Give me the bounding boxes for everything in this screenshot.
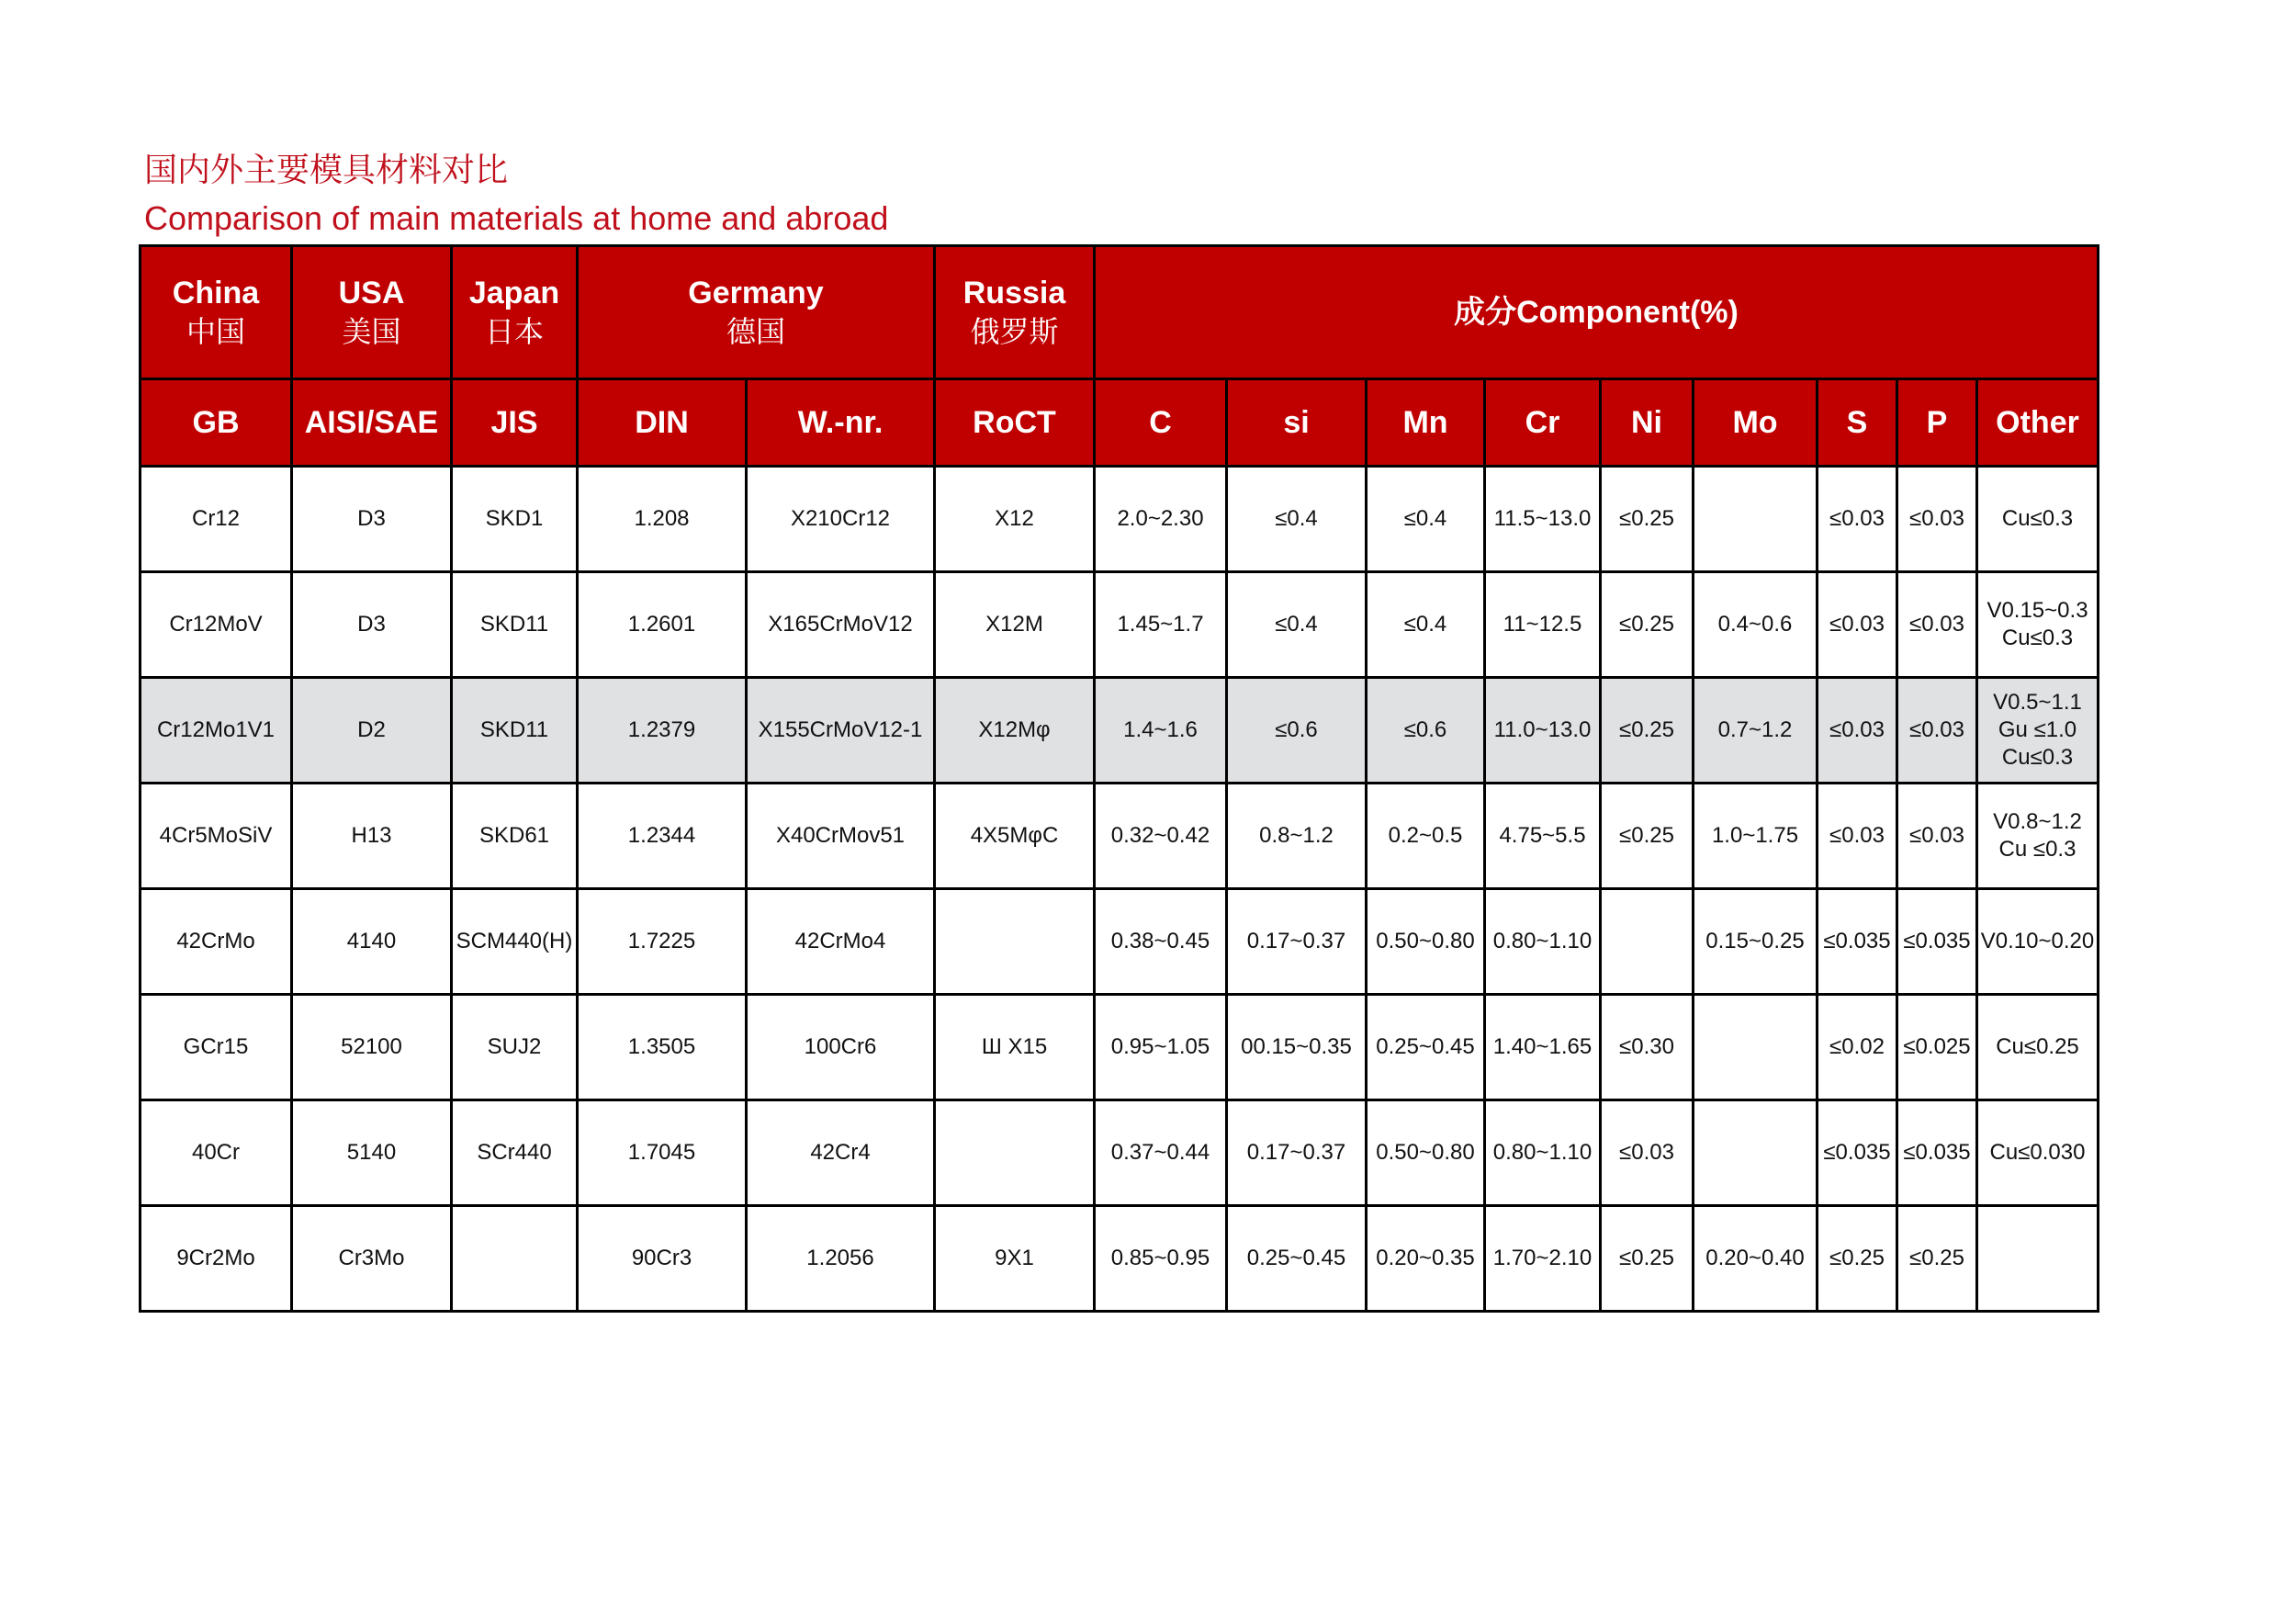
title-english: Comparison of main materials at home and abroad <box>144 199 889 237</box>
cell-aisi-sae: 5140 <box>292 1100 452 1206</box>
cell-jis: SKD11 <box>452 572 578 678</box>
cell-din: 1.7225 <box>578 889 747 995</box>
cell-si: ≤0.4 <box>1227 572 1367 678</box>
cell-si: ≤0.4 <box>1227 467 1367 572</box>
cell-gb: 4Cr5MoSiV <box>141 784 292 889</box>
cell-wnr: X155CrMoV12-1 <box>747 678 935 784</box>
cell-roct: 4X5MφC <box>935 784 1095 889</box>
cell-gb: Cr12 <box>141 467 292 572</box>
cell-aisi-sae: D2 <box>292 678 452 784</box>
other-line: Cu≤0.25 <box>1996 1034 2079 1059</box>
cell-mo: 0.20~0.40 <box>1694 1206 1818 1312</box>
header-mn: Mn <box>1367 379 1485 467</box>
cell-mn: ≤0.4 <box>1367 572 1485 678</box>
cell-jis: SKD11 <box>452 678 578 784</box>
header-c: C <box>1095 379 1227 467</box>
table-row <box>141 889 2099 995</box>
cell-other <box>1977 1206 2099 1312</box>
cell-ni: ≤0.25 <box>1601 678 1694 784</box>
cell-gb: 9Cr2Mo <box>141 1206 292 1312</box>
header-russia-cn: 俄罗斯 <box>970 314 1059 349</box>
cell-ni: ≤0.25 <box>1601 572 1694 678</box>
cell-jis: SKD61 <box>452 784 578 889</box>
cell-cr: 0.80~1.10 <box>1485 1100 1601 1206</box>
cell-other <box>1977 572 2099 678</box>
header-row-standards <box>141 379 2099 467</box>
cell-aisi-sae: H13 <box>292 784 452 889</box>
cell-s: ≤0.03 <box>1818 572 1897 678</box>
header-ni: Ni <box>1601 379 1694 467</box>
other-line: V0.10~0.20 <box>1980 929 2095 953</box>
header-aisi-sae: AISI/SAE <box>292 379 452 467</box>
cell-wnr: 100Cr6 <box>747 995 935 1100</box>
cell-din: 1.2601 <box>578 572 747 678</box>
cell-roct: X12M <box>935 572 1095 678</box>
cell-mn: ≤0.6 <box>1367 678 1485 784</box>
cell-cr: 1.40~1.65 <box>1485 995 1601 1100</box>
cell-roct: X12 <box>935 467 1095 572</box>
cell-c: 0.38~0.45 <box>1095 889 1227 995</box>
header-din: DIN <box>578 379 747 467</box>
cell-si: 00.15~0.35 <box>1227 995 1367 1100</box>
cell-mo: 0.4~0.6 <box>1694 572 1818 678</box>
cell-si: 0.8~1.2 <box>1227 784 1367 889</box>
cell-other <box>1977 995 2099 1100</box>
cell-s: ≤0.25 <box>1818 1206 1897 1312</box>
header-russia-en: Russia <box>962 276 1066 310</box>
other-line: Cu ≤0.3 <box>1998 837 2077 862</box>
cell-p: ≤0.03 <box>1897 784 1977 889</box>
cell-gb: GCr15 <box>141 995 292 1100</box>
cell-aisi-sae: D3 <box>292 467 452 572</box>
cell-roct <box>935 1100 1095 1206</box>
other-line: Cu≤0.3 <box>2001 506 2074 531</box>
cell-mn: 0.25~0.45 <box>1367 995 1485 1100</box>
cell-roct <box>935 889 1095 995</box>
cell-roct: Ш X15 <box>935 995 1095 1100</box>
cell-ni <box>1601 889 1694 995</box>
cell-wnr: X165CrMoV12 <box>747 572 935 678</box>
cell-c: 0.95~1.05 <box>1095 995 1227 1100</box>
cell-din: 1.3505 <box>578 995 747 1100</box>
header-jis: JIS <box>452 379 578 467</box>
cell-mn: ≤0.4 <box>1367 467 1485 572</box>
table-body <box>141 467 2099 1312</box>
cell-s: ≤0.03 <box>1818 467 1897 572</box>
cell-din: 1.2344 <box>578 784 747 889</box>
cell-other <box>1977 678 2099 784</box>
header-usa-cn: 美国 <box>342 314 401 349</box>
cell-wnr: X210Cr12 <box>747 467 935 572</box>
cell-din: 90Cr3 <box>578 1206 747 1312</box>
cell-mo <box>1694 467 1818 572</box>
cell-aisi-sae: 4140 <box>292 889 452 995</box>
table-row <box>141 1206 2099 1312</box>
other-line: V0.8~1.2 <box>1993 809 2082 834</box>
header-other: Other <box>1977 379 2099 467</box>
cell-mo: 1.0~1.75 <box>1694 784 1818 889</box>
cell-p: ≤0.25 <box>1897 1206 1977 1312</box>
cell-p: ≤0.03 <box>1897 678 1977 784</box>
cell-jis <box>452 1206 578 1312</box>
other-line: V0.15~0.3 <box>1986 598 2088 623</box>
cell-din: 1.208 <box>578 467 747 572</box>
other-line: Cu≤0.3 <box>2001 745 2074 770</box>
cell-c: 0.32~0.42 <box>1095 784 1227 889</box>
cell-ni: ≤0.25 <box>1601 784 1694 889</box>
cell-wnr: X40CrMov51 <box>747 784 935 889</box>
header-p: P <box>1897 379 1977 467</box>
cell-c: 0.37~0.44 <box>1095 1100 1227 1206</box>
cell-si: 0.17~0.37 <box>1227 1100 1367 1206</box>
cell-c: 2.0~2.30 <box>1095 467 1227 572</box>
cell-aisi-sae: Cr3Mo <box>292 1206 452 1312</box>
cell-gb: Cr12Mo1V1 <box>141 678 292 784</box>
cell-roct: 9X1 <box>935 1206 1095 1312</box>
cell-si: 0.25~0.45 <box>1227 1206 1367 1312</box>
header-mo: Mo <box>1694 379 1818 467</box>
other-line: Cu≤0.030 <box>1989 1140 2086 1165</box>
cell-c: 1.45~1.7 <box>1095 572 1227 678</box>
header-japan <box>452 246 578 379</box>
cell-cr: 11.0~13.0 <box>1485 678 1601 784</box>
header-gb: GB <box>141 379 292 467</box>
materials-comparison-table <box>139 244 2099 1313</box>
cell-jis: SCr440 <box>452 1100 578 1206</box>
cell-mo <box>1694 995 1818 1100</box>
cell-p: ≤0.03 <box>1897 467 1977 572</box>
cell-s: ≤0.03 <box>1818 784 1897 889</box>
cell-p: ≤0.035 <box>1897 889 1977 995</box>
cell-ni: ≤0.03 <box>1601 1100 1694 1206</box>
cell-cr: 11~12.5 <box>1485 572 1601 678</box>
table-row <box>141 784 2099 889</box>
cell-mn: 0.50~0.80 <box>1367 1100 1485 1206</box>
header-russia <box>935 246 1095 379</box>
cell-ni: ≤0.25 <box>1601 467 1694 572</box>
cell-s: ≤0.035 <box>1818 889 1897 995</box>
cell-cr: 0.80~1.10 <box>1485 889 1601 995</box>
header-component: 成分Component(%) <box>1095 246 2099 379</box>
cell-aisi-sae: 52100 <box>292 995 452 1100</box>
cell-roct: X12Mφ <box>935 678 1095 784</box>
cell-jis: SCM440(H) <box>452 889 578 995</box>
cell-din: 1.2379 <box>578 678 747 784</box>
cell-other <box>1977 467 2099 572</box>
table-row <box>141 1100 2099 1206</box>
cell-c: 0.85~0.95 <box>1095 1206 1227 1312</box>
cell-c: 1.4~1.6 <box>1095 678 1227 784</box>
cell-other <box>1977 784 2099 889</box>
table-row <box>141 467 2099 572</box>
header-japan-cn: 日本 <box>484 314 544 349</box>
cell-ni: ≤0.30 <box>1601 995 1694 1100</box>
cell-s: ≤0.03 <box>1818 678 1897 784</box>
cell-mn: 0.50~0.80 <box>1367 889 1485 995</box>
table-row <box>141 678 2099 784</box>
header-china-en: China <box>172 276 260 310</box>
cell-s: ≤0.02 <box>1818 995 1897 1100</box>
cell-jis: SUJ2 <box>452 995 578 1100</box>
cell-cr: 1.70~2.10 <box>1485 1206 1601 1312</box>
cell-jis: SKD1 <box>452 467 578 572</box>
cell-other <box>1977 1100 2099 1206</box>
other-line: Gu ≤1.0 <box>1998 717 2077 742</box>
header-s: S <box>1818 379 1897 467</box>
header-roct: RoCT <box>935 379 1095 467</box>
cell-cr: 11.5~13.0 <box>1485 467 1601 572</box>
cell-wnr: 1.2056 <box>747 1206 935 1312</box>
cell-mn: 0.2~0.5 <box>1367 784 1485 889</box>
cell-s: ≤0.035 <box>1818 1100 1897 1206</box>
header-si: si <box>1227 379 1367 467</box>
cell-wnr: 42CrMo4 <box>747 889 935 995</box>
cell-p: ≤0.025 <box>1897 995 1977 1100</box>
header-row-countries <box>141 246 2099 379</box>
cell-mo: 0.7~1.2 <box>1694 678 1818 784</box>
header-usa <box>292 246 452 379</box>
title-chinese: 国内外主要模具材料对比 <box>144 152 509 189</box>
cell-aisi-sae: D3 <box>292 572 452 678</box>
cell-mn: 0.20~0.35 <box>1367 1206 1485 1312</box>
cell-ni: ≤0.25 <box>1601 1206 1694 1312</box>
header-china <box>141 246 292 379</box>
other-line: Cu≤0.3 <box>2001 626 2074 650</box>
cell-gb: Cr12MoV <box>141 572 292 678</box>
cell-mo <box>1694 1100 1818 1206</box>
cell-cr: 4.75~5.5 <box>1485 784 1601 889</box>
other-line: V0.5~1.1 <box>1993 690 2082 715</box>
header-germany-en: Germany <box>688 276 824 310</box>
cell-din: 1.7045 <box>578 1100 747 1206</box>
cell-mo: 0.15~0.25 <box>1694 889 1818 995</box>
table-row <box>141 995 2099 1100</box>
cell-p: ≤0.03 <box>1897 572 1977 678</box>
table-row <box>141 572 2099 678</box>
cell-gb: 42CrMo <box>141 889 292 995</box>
header-germany <box>578 246 935 379</box>
cell-si: ≤0.6 <box>1227 678 1367 784</box>
header-china-cn: 中国 <box>186 314 245 349</box>
header-usa-en: USA <box>338 276 405 310</box>
cell-gb: 40Cr <box>141 1100 292 1206</box>
header-cr: Cr <box>1485 379 1601 467</box>
header-germany-cn: 德国 <box>726 314 785 349</box>
cell-wnr: 42Cr4 <box>747 1100 935 1206</box>
cell-other <box>1977 889 2099 995</box>
header-wnr: W.-nr. <box>747 379 935 467</box>
cell-p: ≤0.035 <box>1897 1100 1977 1206</box>
cell-si: 0.17~0.37 <box>1227 889 1367 995</box>
header-japan-en: Japan <box>468 276 560 310</box>
